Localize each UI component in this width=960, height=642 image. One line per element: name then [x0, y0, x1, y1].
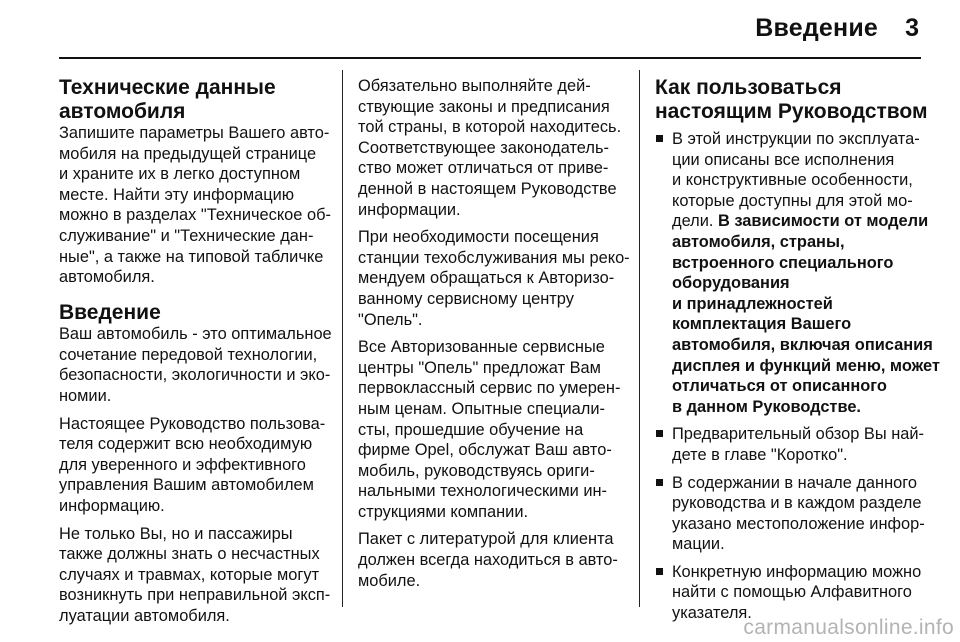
text-line: Пакет с литературой для клиента: [358, 530, 614, 549]
text-line: мобиле.: [358, 571, 421, 590]
bold-text-line: комплектация Вашего: [672, 315, 852, 334]
text-line: "Опель".: [358, 310, 423, 329]
text-line: Предварительный обзор Вы най-: [672, 425, 924, 444]
list-item: [655, 473, 923, 555]
text-line: номии.: [59, 387, 112, 406]
bullet-icon: [656, 479, 663, 486]
text-line: служивание" и "Технические дан-: [59, 226, 314, 245]
bold-text-line: в данном Руководстве.: [672, 397, 861, 416]
text-line: той страны, в которой находитесь.: [358, 118, 622, 137]
text-line: [672, 211, 929, 232]
text-line: должен всегда находиться в авто-: [358, 551, 618, 570]
text-line: Ваш автомобиль - это оптимальное: [59, 325, 332, 344]
text-line: станции техобслуживания мы реко-: [358, 248, 630, 267]
bold-text-line: автомобиля, включая описания: [672, 335, 933, 354]
text-line: и конструктивные особенности,: [672, 171, 913, 190]
bullet-icon: [656, 135, 663, 142]
bold-text-line: дисплея и функций меню, может: [672, 356, 940, 375]
text-line: Настоящее Руководство пользова-: [59, 414, 326, 433]
text-line: Все Авторизованные сервисные: [358, 338, 605, 357]
text-line: информацию.: [59, 497, 165, 515]
bold-text-line: встроенного специального: [672, 253, 894, 272]
paragraph-literature: [358, 529, 626, 591]
text-line: центры "Опель" предложат Вам: [358, 358, 601, 377]
text-line: информации.: [358, 200, 461, 219]
text-line: ствующие законы и предписания: [358, 97, 610, 116]
section-title-how-to-use: [655, 76, 928, 123]
text-line: Обязательно выполняйте дей-: [358, 77, 591, 95]
text-line: безопасности, экологичности и эко-: [59, 366, 331, 385]
text-line: можно в разделах "Техническое об-: [59, 206, 331, 225]
column-divider-2: [639, 70, 640, 607]
text-line: Не только Вы, но и пассажиры: [59, 524, 293, 543]
column-3: [655, 76, 940, 631]
bullet-icon: [656, 430, 663, 437]
text-line: руководства и в каждом разделе: [672, 494, 922, 513]
bullet-icon: [656, 568, 663, 575]
bold-text-line: отличаться от описанного: [672, 377, 887, 396]
paragraph-intro-2: [59, 414, 335, 517]
column-1: [59, 76, 335, 627]
text-line: Соответствующее законодатель-: [358, 138, 609, 157]
page-header: [0, 0, 960, 56]
watermark: carmanualsonline.info: [743, 616, 954, 639]
text-fragment: дели.: [672, 212, 714, 231]
text-line: ции описаны все исполнения: [672, 150, 895, 169]
header-title: Введение: [755, 14, 878, 42]
text-line: которые доступны для этой мо-: [672, 191, 913, 210]
text-line: и храните их в легко доступном: [59, 165, 301, 184]
text-line: первоклассный сервис по умерен-: [358, 379, 621, 398]
text-line: Запишите параметры Вашего авто-: [59, 124, 330, 142]
text-line: теля содержит всю необходимую: [59, 435, 313, 454]
title-line: настоящим Руководством: [655, 99, 928, 123]
text-line: управления Вашим автомобилем: [59, 476, 314, 495]
text-line: нальными технологическими ин-: [358, 482, 607, 501]
column-divider-1: [342, 70, 343, 607]
title-line: Как пользоваться: [655, 76, 842, 99]
paragraph-intro-1: [59, 324, 335, 406]
header-divider: [59, 57, 921, 59]
bold-text-line: и принадлежностей: [672, 294, 833, 313]
text-line: струкциями компании.: [358, 502, 529, 521]
title-line: Технические данные: [59, 76, 276, 99]
text-line: дете в главе "Коротко".: [672, 445, 848, 464]
text-line: месте. Найти эту информацию: [59, 185, 295, 204]
text-line: фирме Opel, обслужат Ваш авто-: [358, 441, 612, 460]
section-title-tech-data: [59, 76, 335, 123]
list-item: [655, 424, 923, 465]
page-number: 3: [905, 14, 919, 42]
paragraph-tech-data: [59, 123, 335, 288]
text-line: При необходимости посещения: [358, 228, 599, 247]
paragraph-service: [358, 227, 630, 330]
paragraph-intro-3: [59, 524, 335, 627]
bold-text-fragment: В зависимости от модели: [717, 212, 929, 231]
paragraph-authorized-centers: [358, 337, 626, 522]
text-line: ство может отличаться от приве-: [358, 159, 609, 178]
text-line: денной в настоящем Руководстве: [358, 179, 617, 198]
text-line: луатации автомобиля.: [59, 606, 230, 625]
text-line: Конкретную информацию можно: [672, 562, 922, 581]
text-line: ные", а также на типовой табличке: [59, 247, 324, 266]
text-line: также должны знать о несчастных: [59, 545, 320, 564]
text-line: автомобиля.: [59, 268, 155, 287]
list-item: [655, 562, 923, 624]
text-line: В этой инструкции по эксплуата-: [672, 130, 920, 148]
text-line: сты, прошедшие обучение на: [358, 420, 584, 439]
paragraph-laws: [358, 76, 626, 220]
column-2: [358, 76, 630, 591]
text-line: найти с помощью Алфавитного: [672, 583, 912, 602]
list-item: [655, 129, 940, 417]
text-line: ванному сервисному центру: [358, 289, 574, 308]
text-line: мобиль, руководствуясь ориги-: [358, 461, 595, 480]
text-line: мобиля на предыдущей странице: [59, 144, 317, 163]
text-line: случаях и травмах, которые могут: [59, 565, 320, 584]
section-title-introduction: Введение: [59, 300, 161, 324]
text-line: сочетание передовой технологии,: [59, 345, 318, 364]
text-line: указателя.: [672, 604, 752, 623]
text-line: В содержании в начале данного: [672, 473, 918, 492]
text-line: возникнуть при неправильной эксп-: [59, 586, 331, 605]
title-line: автомобиля: [59, 99, 186, 123]
bullet-list: [655, 129, 940, 624]
bold-text-line: оборудования: [672, 274, 790, 293]
text-line: мации.: [672, 535, 725, 554]
text-line: для уверенного и эффективного: [59, 455, 306, 474]
text-line: мендуем обращаться к Авторизо-: [358, 269, 615, 288]
text-line: указано местоположение инфор-: [672, 514, 925, 533]
bold-text-line: автомобиля, страны,: [672, 232, 845, 251]
text-line: ным ценам. Опытные специали-: [358, 399, 605, 418]
